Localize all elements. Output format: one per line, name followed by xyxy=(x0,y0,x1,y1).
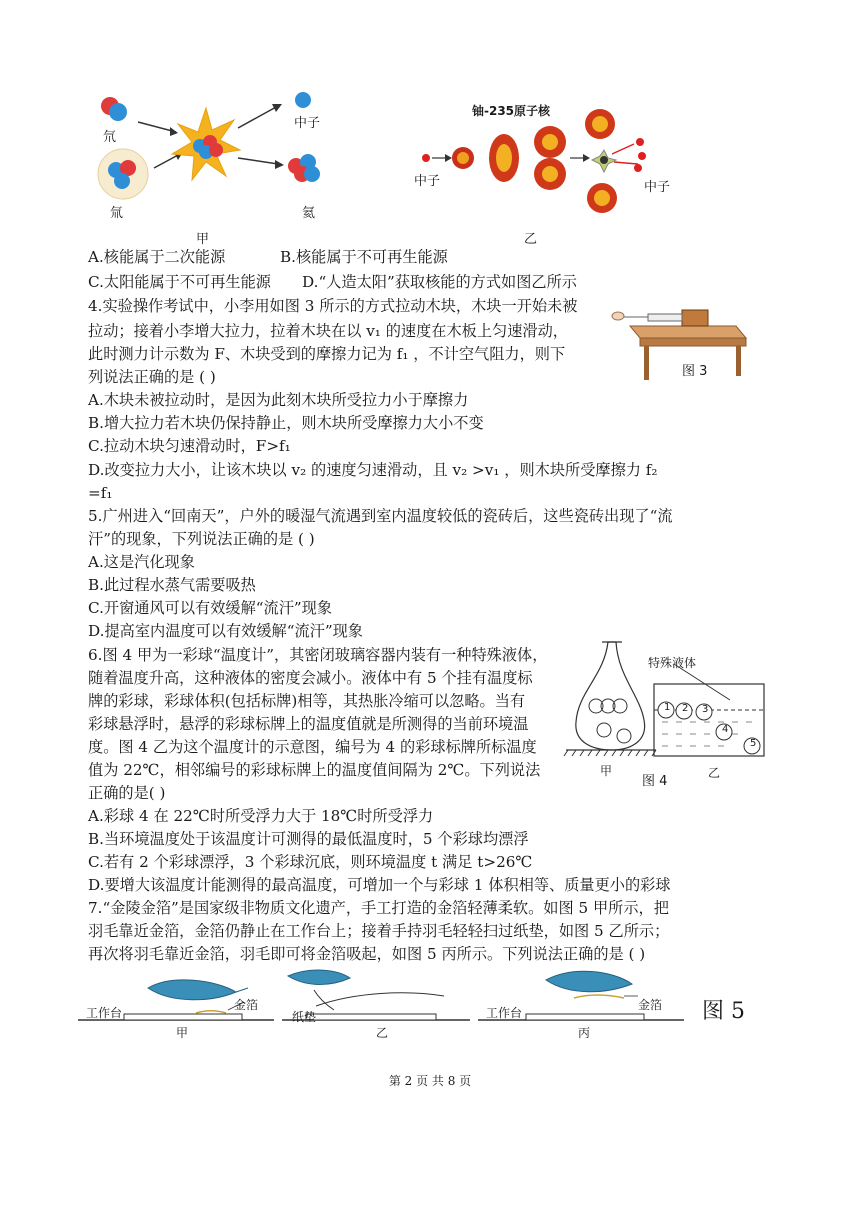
fig4-yi-label: 乙 xyxy=(708,766,721,780)
q4-option-d-line2: =f₁ xyxy=(88,484,113,502)
figure-fission xyxy=(412,100,692,250)
label-neutron-in: 中子 xyxy=(414,174,441,189)
figure-fusion xyxy=(88,88,348,248)
fig5-jia-table: 工作台 xyxy=(86,1006,123,1020)
q6-option-b: B.当环境温度处于该温度计可测得的最低温度时，5 个彩球均漂浮 xyxy=(88,830,529,848)
q6-option-c: C.若有 2 个彩球漂浮，3 个彩球沉底，则环境温度 t 满足 t>26℃ xyxy=(88,853,533,871)
fig4-caption: 图 4 xyxy=(642,774,668,789)
label-deuterium: 氘 xyxy=(103,130,117,145)
q7-stem-line3: 再次将羽毛靠近金箔，羽毛即可将金箔吸起，如图 5 丙所示。下列说法正确的是 ( ) xyxy=(88,945,646,963)
q4-stem-line1: 4.实验操作考试中，小李用如图 3 所示的方式拉动木块，木块一开始未被 xyxy=(88,297,578,315)
caption-jia: 甲 xyxy=(196,232,210,247)
q7-stem-line2: 羽毛靠近金箔，金箔仍静止在工作台上；接着手持羽毛轻轻扫过纸垫，如图 5 乙所示； xyxy=(88,922,670,940)
q4-stem-line4: 列说法正确的是 ( ) xyxy=(88,368,216,386)
fission-diagram xyxy=(412,100,692,250)
label-u235: 铀-235原子核 xyxy=(472,104,551,118)
fig4-liquid-label: 特殊液体 xyxy=(648,656,697,670)
fig5-bing-table: 工作台 xyxy=(486,1006,523,1020)
fig5-bing-foil: 金箔 xyxy=(638,998,663,1012)
fig5-yi-pad: 纸垫 xyxy=(292,1010,317,1024)
label-tritium: 氚 xyxy=(110,206,124,221)
q6-stem-line5: 度。图 4 乙为这个温度计的示意图，编号为 4 的彩球标牌所标温度 xyxy=(88,738,537,756)
q6-option-a: A.彩球 4 在 22℃时所受浮力大于 18℃时所受浮力 xyxy=(88,807,434,825)
ball-3-label: 3 xyxy=(702,704,709,715)
q3-option-d: D.“人造太阳”获取核能的方式如图乙所示 xyxy=(302,273,577,291)
q6-stem-line1: 6.图 4 甲为一彩球“温度计”，其密闭玻璃容器内装有一种特殊液体， xyxy=(88,646,548,664)
q5-option-b: B.此过程水蒸气需要吸热 xyxy=(88,576,256,594)
q6-stem-line6: 值为 22℃，相邻编号的彩球标牌上的温度值间隔为 2℃。下列说法 xyxy=(88,761,541,779)
fig5-caption: 图 5 xyxy=(702,999,745,1024)
fig3-caption: 图 3 xyxy=(682,364,708,379)
q3-option-a: A.核能属于二次能源 xyxy=(88,248,226,266)
q4-stem-line3: 此时测力计示数为 F、木块受到的摩擦力记为 f₁ ，不计空气阻力，则下 xyxy=(88,345,566,363)
ball-1-label: 1 xyxy=(664,702,671,713)
fig5-jia: 甲 xyxy=(176,1026,189,1040)
figure-5 xyxy=(76,966,756,1040)
ball-4-label: 4 xyxy=(722,724,729,735)
q6-stem-line2: 随着温度升高，这种液体的密度会减小。液体中有 5 个挂有温度标 xyxy=(88,669,533,687)
q5-stem-line1: 5.广州进入“回南天”，户外的暖湿气流遇到室内温度较低的瓷砖后，这些瓷砖出现了“流 xyxy=(88,507,673,525)
q4-option-b: B.增大拉力若木块仍保持静止，则木块所受摩擦力大小不变 xyxy=(88,414,484,432)
label-helium: 氦 xyxy=(302,206,316,221)
ball-5-label: 5 xyxy=(750,738,757,749)
ball-2-label: 2 xyxy=(682,703,689,714)
q6-option-d: D.要增大该温度计能测得的最高温度，可增加一个与彩球 1 体积相等、质量更小的彩球 xyxy=(88,876,671,894)
fig5-yi: 乙 xyxy=(376,1026,389,1040)
q4-option-d-line1: D.改变拉力大小，让该木块以 v₂ 的速度匀速滑动，且 v₂ >v₁ ，则木块所受摩擦力 f₂ xyxy=(88,461,658,479)
q5-option-a: A.这是汽化现象 xyxy=(88,553,195,571)
q4-stem-line2: 拉动；接着小李增大拉力，拉着木块在以 v₁ 的速度在木板上匀速滑动， xyxy=(88,322,568,340)
q5-option-c: C.开窗通风可以有效缓解“流汗”现象 xyxy=(88,599,333,617)
q6-stem-line3: 牌的彩球，彩球体积(包括标牌)相等，其热胀冷缩可以忽略。当有 xyxy=(88,692,526,710)
q3-option-b: B.核能属于不可再生能源 xyxy=(280,248,448,266)
q4-option-a: A.木块未被拉动时，是因为此刻木块所受拉力小于摩擦力 xyxy=(88,391,469,409)
fig5-jia-foil: 金箔 xyxy=(234,998,259,1012)
q6-stem-line7: 正确的是( ) xyxy=(88,784,166,802)
label-neutron: 中子 xyxy=(294,116,321,131)
figure-3 xyxy=(608,290,748,382)
q5-option-d: D.提高室内温度可以有效缓解“流汗”现象 xyxy=(88,622,363,640)
q5-stem-line2: 汗”的现象，下列说法正确的是 ( ) xyxy=(88,530,315,548)
q4-option-c: C.拉动木块匀速滑动时，F>f₁ xyxy=(88,437,291,455)
label-neutron-out: 中子 xyxy=(644,180,671,195)
q3-option-c: C.太阳能属于不可再生能源 xyxy=(88,273,271,291)
figure-4 xyxy=(562,636,772,789)
q6-stem-line4: 彩球悬浮时，悬浮的彩球标牌上的温度值就是所测得的当前环境温 xyxy=(88,715,529,733)
page-footer: 第 2 页 共 8 页 xyxy=(388,1074,472,1088)
fig5-bing: 丙 xyxy=(578,1026,591,1040)
q7-stem-line1: 7.“金陵金箔”是国家级非物质文化遗产，手工打造的金箔轻薄柔软。如图 5 甲所示，把 xyxy=(88,899,669,917)
caption-yi: 乙 xyxy=(524,232,538,247)
fig4-jia-label: 甲 xyxy=(600,764,613,778)
wood-block-diagram xyxy=(608,290,748,382)
